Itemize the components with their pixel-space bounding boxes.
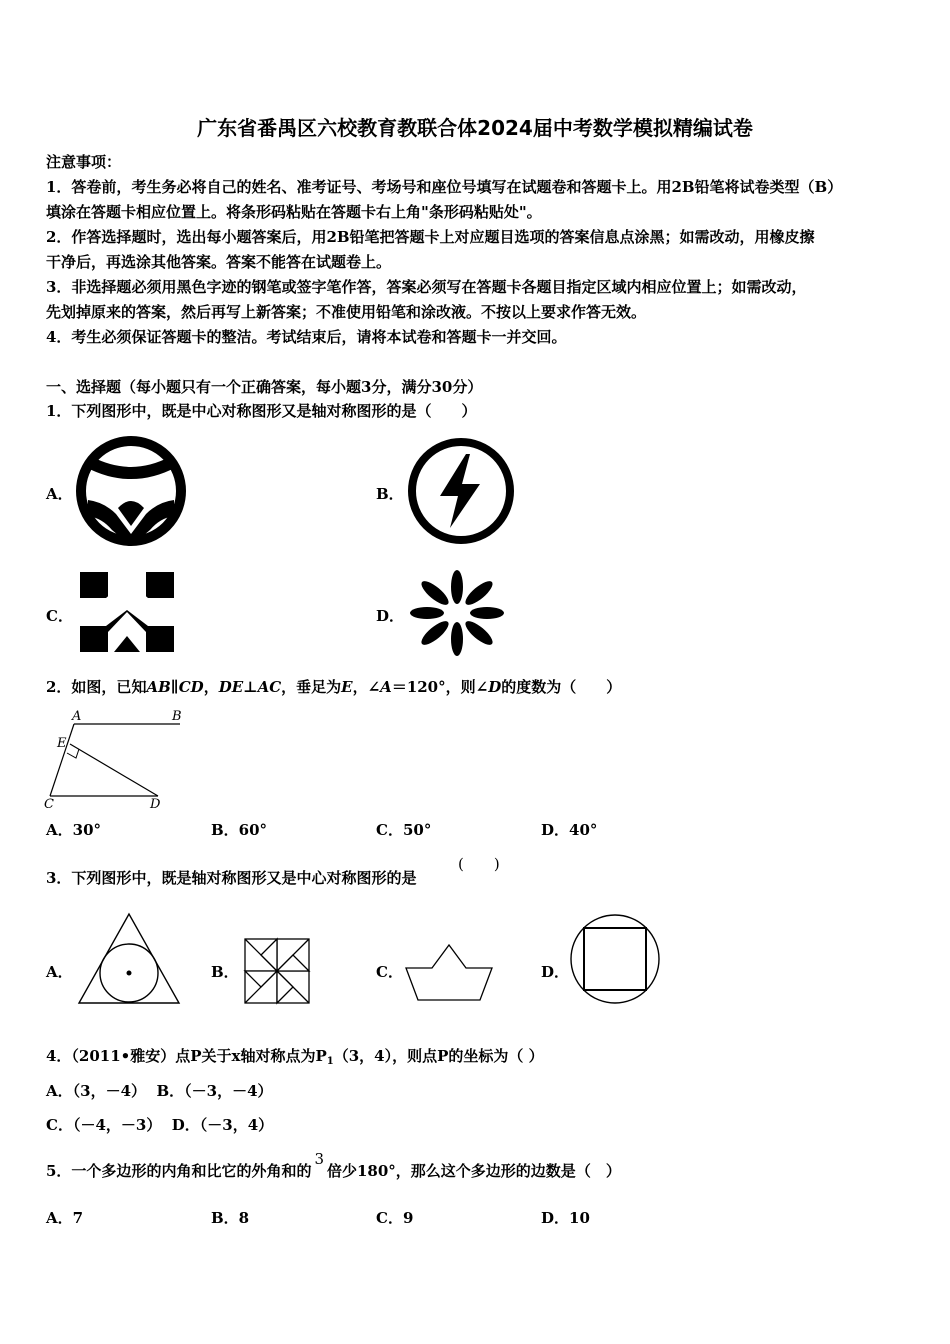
q5-multiplier: 3: [314, 1150, 324, 1168]
q3-option-a-label: A．: [46, 963, 73, 981]
q3-option-a-figure: [76, 910, 182, 1006]
q4-stem-text: 4．（2011•雅安）点P关于x轴对称点为P: [46, 1047, 327, 1065]
notice-line: 4．考生必须保证答题卡的整洁。考试结束后，请将本试卷和答题卡一并交回。: [46, 328, 567, 346]
q2-stem-text: ，: [203, 678, 219, 696]
q2-perp: ⊥: [243, 678, 258, 696]
notice-line: 填涂在答题卡相应位置上。将条形码粘贴在答题卡右上角"条形码粘贴处"。: [46, 203, 542, 221]
q5-option-b: B．8: [211, 1209, 250, 1227]
notice-line: 先划掉原来的答案，然后再写上新答案；不准使用铅笔和涂改液。不按以上要求作答无效。: [46, 303, 647, 321]
q2-option-d: D．40°: [541, 821, 598, 839]
q2-a: A: [380, 678, 392, 696]
q2-e: E: [341, 678, 353, 696]
q2-ac: AC: [257, 678, 282, 696]
q2-option-a: A．30°: [46, 821, 102, 839]
label-b: B: [172, 709, 182, 724]
q2-option-b: B．60°: [211, 821, 268, 839]
q2-stem-text: ，∠: [352, 678, 381, 696]
q4-subscript: 1: [326, 1056, 334, 1067]
notice-line: 2．作答选择题时，选出每小题答案后，用2B铅笔把答题卡上对应题目选项的答案信息点涂黑；如需改动，用橡皮擦: [46, 228, 815, 246]
q1-option-b-label: B．: [376, 485, 404, 503]
q5-option-a: A．7: [46, 1209, 84, 1227]
q2-stem-text: 的度数为（ ）: [501, 678, 622, 696]
q1-option-c-figure: [78, 570, 176, 654]
q5-stem-text: 倍少180°，那么这个多边形的边数是（ ）: [327, 1162, 621, 1180]
question-4-stem: [46, 1046, 544, 1072]
q4-options-row-2: C．（－4，－3） D．（－3，4）: [46, 1116, 274, 1134]
q3-option-d-label: D．: [541, 963, 570, 981]
q3-option-c-figure: [404, 942, 494, 1004]
q3-paren: ( ): [458, 855, 500, 873]
question-5-stem: [46, 1150, 621, 1181]
q2-ab: AB: [146, 678, 171, 696]
q3-option-b-figure: [242, 936, 312, 1006]
q2-de: DE: [218, 678, 244, 696]
q1-option-a-figure: [74, 434, 188, 548]
q2-d: D: [488, 678, 502, 696]
q2-stem-text: ，垂足为: [281, 678, 342, 696]
notice-line: 3．非选择题必须用黑色字迹的钢笔或签字笔作答，答案必须写在答题卡各题目指定区域内相应位置上；如需改动，: [46, 278, 807, 296]
label-a: A: [72, 709, 82, 724]
q3-option-b-label: B．: [211, 963, 239, 981]
q3-option-c-label: C．: [376, 963, 403, 981]
label-d: D: [150, 797, 161, 812]
q1-option-d-figure: [404, 570, 510, 656]
q1-option-b-figure: [404, 434, 518, 548]
q1-option-a-label: A．: [46, 485, 73, 503]
q5-stem-text: 5．一个多边形的内角和比它的外角和的: [46, 1162, 312, 1180]
notice-heading: 注意事项：: [46, 153, 122, 171]
label-c: C: [44, 797, 54, 812]
notice-line: 干净后，再选涂其他答案。答案不能答在试题卷上。: [46, 253, 392, 271]
notice-line: 1．答卷前，考生务必将自己的姓名、准考证号、考场号和座位号填写在试题卷和答题卡上。用2B铅笔将试卷类型（B）: [46, 178, 843, 196]
q2-option-c: C．50°: [376, 821, 432, 839]
q2-geometry-figure: [40, 704, 190, 812]
q5-option-d: D．10: [541, 1209, 590, 1227]
q2-stem-text: ＝120°，则∠: [391, 678, 489, 696]
q2-cd: CD: [178, 678, 204, 696]
question-3-stem: 3．下列图形中，既是轴对称图形又是中心对称图形的是: [46, 869, 417, 887]
q1-option-c-label: C．: [46, 607, 73, 625]
q2-stem-text: 2．如图，已知: [46, 678, 147, 696]
section-heading: 一、选择题（每小题只有一个正确答案，每小题3分，满分30分）: [46, 378, 483, 396]
q1-option-d-label: D．: [376, 607, 405, 625]
q2-parallel: ∥: [170, 678, 179, 696]
question-1-stem: 1．下列图形中，既是中心对称图形又是轴对称图形的是（ ）: [46, 402, 477, 420]
label-e: E: [57, 736, 67, 751]
q3-option-d-figure: [568, 912, 662, 1006]
q4-options-row-1: A．（3，－4） B．（－3，－4）: [46, 1082, 273, 1100]
q5-option-c: C．9: [376, 1209, 414, 1227]
question-2-stem: [46, 677, 621, 697]
page-title: 广东省番禺区六校教育教联合体2024届中考数学模拟精编试卷: [197, 116, 753, 140]
q4-stem-text: （3，4），则点P的坐标为（ ）: [333, 1047, 544, 1065]
